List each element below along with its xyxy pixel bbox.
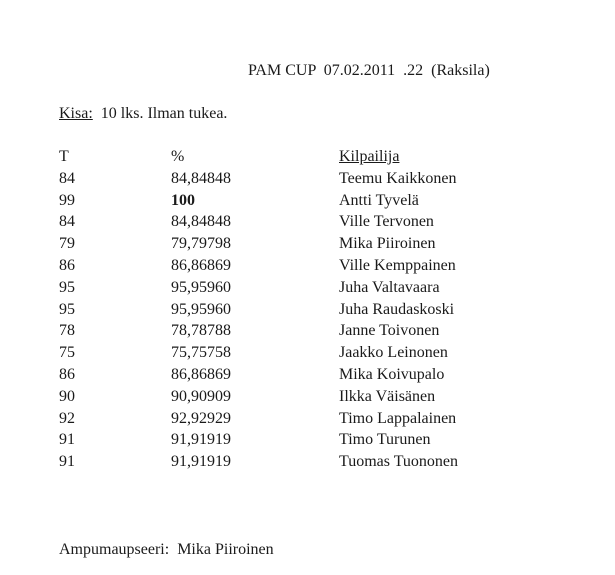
column-header-t: T xyxy=(59,148,69,165)
percent-cell: 91,91919 xyxy=(171,453,231,471)
score-cell: 95 xyxy=(59,300,75,318)
score-cell: 84 xyxy=(59,169,75,187)
score-cell: 79 xyxy=(59,235,75,253)
score-cell: 99 xyxy=(59,191,75,209)
table-row xyxy=(59,452,519,474)
score-cell: 95 xyxy=(59,278,75,296)
score-cell: 91 xyxy=(59,453,75,471)
table-header-row xyxy=(59,147,519,169)
competitor-cell: Tuomas Tuononen xyxy=(339,453,459,471)
score-cell: 78 xyxy=(59,322,75,340)
competitor-cell: Timo Turunen xyxy=(339,431,431,449)
results-table xyxy=(59,147,519,474)
table-row xyxy=(59,256,519,278)
score-cell: 91 xyxy=(59,431,75,449)
percent-cell: 84,84848 xyxy=(171,213,231,231)
range-officer-line: Ampumaupseeri: Mika Piiroinen xyxy=(59,541,274,558)
competitor-cell: Ilkka Väisänen xyxy=(339,387,436,405)
score-cell: 90 xyxy=(59,387,75,405)
competitor-cell: Teemu Kaikkonen xyxy=(339,169,457,187)
page-title: PAM CUP 07.02.2011 .22 (Raksila) xyxy=(248,62,490,79)
table-row xyxy=(59,365,519,387)
percent-cell: 75,75758 xyxy=(171,344,231,362)
competitor-cell: Ville Tervonen xyxy=(339,213,434,231)
table-row xyxy=(59,300,519,322)
competitor-cell: Jaakko Leinonen xyxy=(339,344,448,362)
percent-cell: 86,86869 xyxy=(171,256,231,274)
column-header-percent: % xyxy=(171,148,185,165)
percent-cell: 95,95960 xyxy=(171,278,231,296)
table-row xyxy=(59,169,519,191)
percent-cell: 91,91919 xyxy=(171,431,231,449)
competitor-cell: Antti Tyvelä xyxy=(339,191,419,209)
competitor-cell: Juha Raudaskoski xyxy=(339,300,455,318)
percent-cell: 84,84848 xyxy=(171,169,231,187)
percent-cell: 90,90909 xyxy=(171,387,231,405)
percent-cell: 100 xyxy=(171,191,195,209)
competition-label: Kisa: xyxy=(59,105,93,122)
score-cell: 84 xyxy=(59,213,75,231)
table-row xyxy=(59,430,519,452)
score-cell: 92 xyxy=(59,409,75,427)
competitor-cell: Janne Toivonen xyxy=(339,322,440,340)
table-body xyxy=(59,169,519,474)
percent-cell: 78,78788 xyxy=(171,322,231,340)
score-cell: 86 xyxy=(59,256,75,274)
score-cell: 86 xyxy=(59,365,75,383)
competition-description: 10 lks. Ilman tukea. xyxy=(100,105,228,122)
competitor-cell: Mika Piiroinen xyxy=(339,235,436,253)
table-row xyxy=(59,387,519,409)
competitor-cell: Mika Koivupalo xyxy=(339,365,445,383)
percent-cell: 92,92929 xyxy=(171,409,231,427)
table-row xyxy=(59,212,519,234)
table-row xyxy=(59,191,519,213)
score-cell: 75 xyxy=(59,344,75,362)
competitor-cell: Timo Lappalainen xyxy=(339,409,457,427)
percent-cell: 86,86869 xyxy=(171,365,231,383)
competition-line xyxy=(59,104,227,124)
percent-cell: 79,79798 xyxy=(171,235,231,253)
percent-cell: 95,95960 xyxy=(171,300,231,318)
competitor-cell: Juha Valtavaara xyxy=(339,278,440,296)
table-row xyxy=(59,321,519,343)
table-row xyxy=(59,234,519,256)
competitor-cell: Ville Kemppainen xyxy=(339,256,456,274)
column-header-competitor: Kilpailija xyxy=(339,148,400,165)
table-row xyxy=(59,343,519,365)
table-row xyxy=(59,278,519,300)
table-row xyxy=(59,409,519,431)
